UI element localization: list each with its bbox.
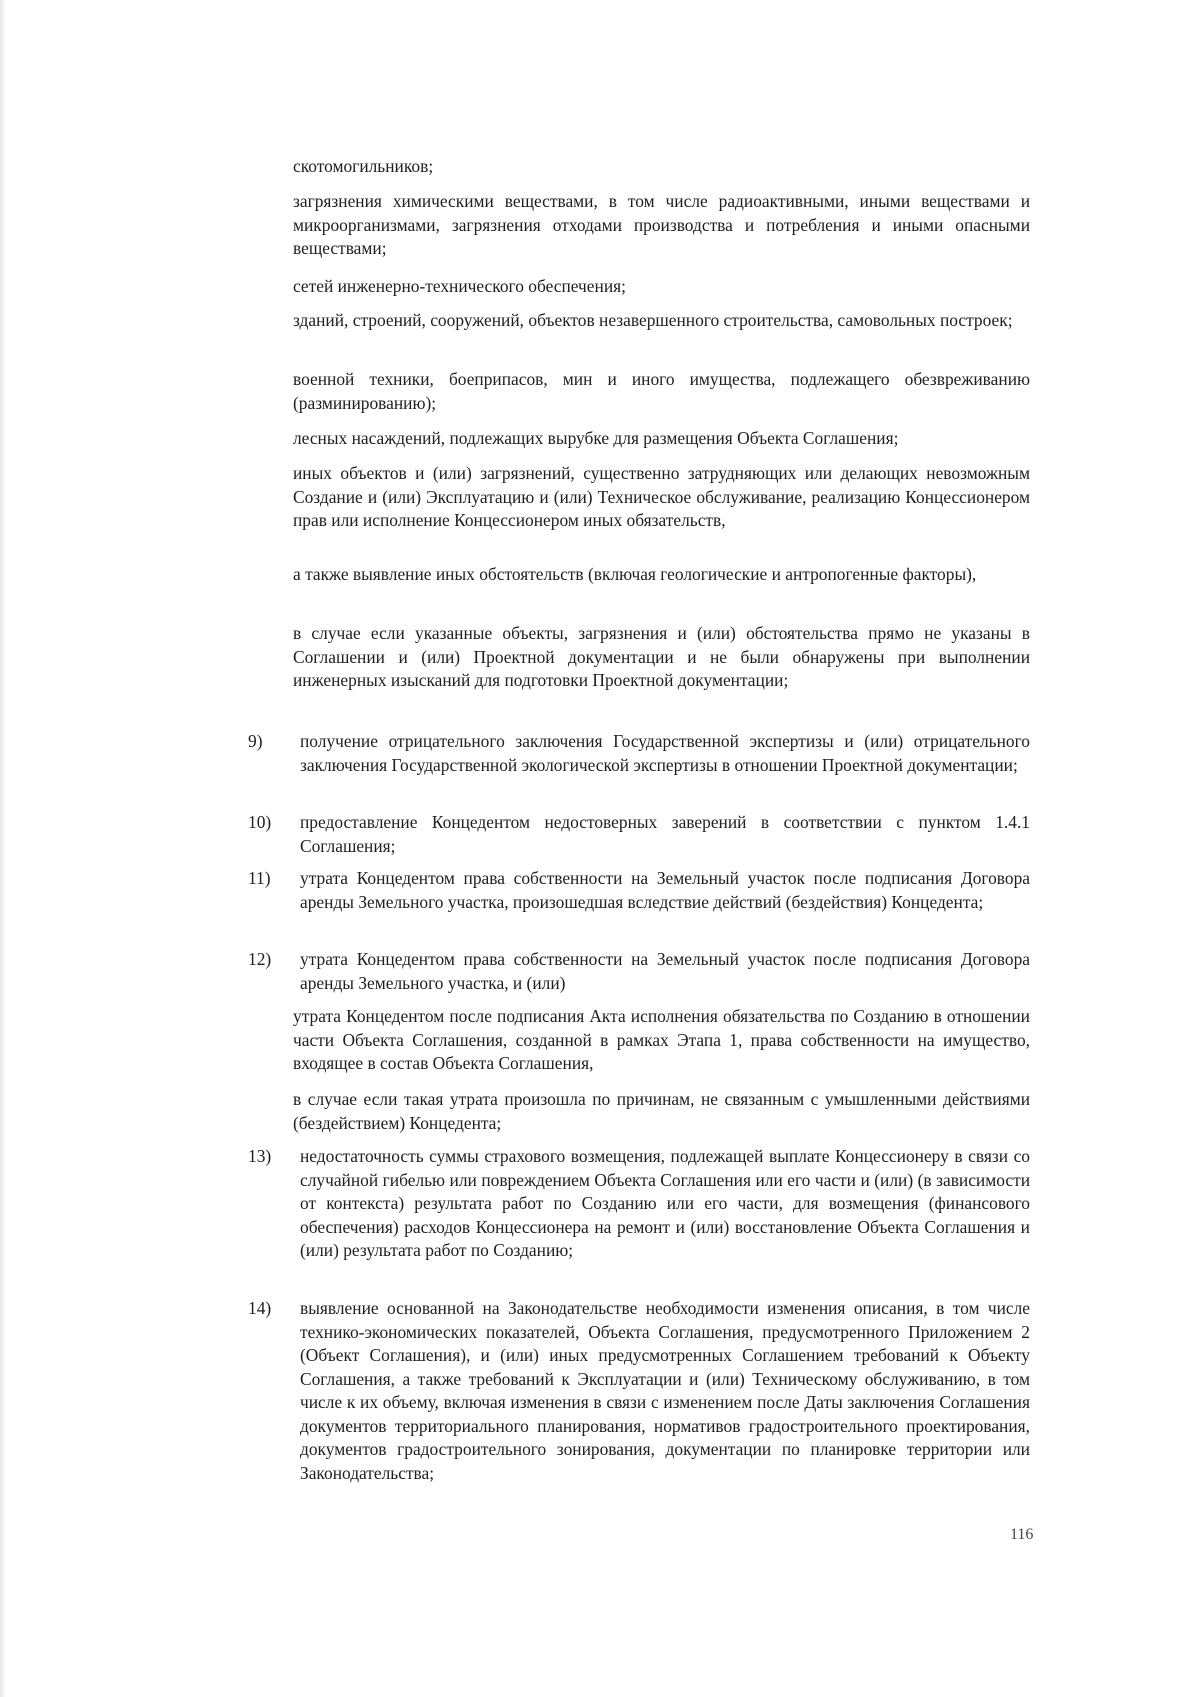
list-item-number: 12): [248, 949, 272, 969]
list-item-9: [248, 730, 1030, 777]
list-item-text: утрата Концедентом права собственности на Земельный участок после подписания Договора аренды Земельного участка, произошедшая вследствие действий (бездействия) Концедента;: [300, 868, 1030, 912]
list-item-text: предоставление Концедентом недостоверных заверений в соответствии с пунктом 1.4.1 Соглашения;: [300, 812, 1030, 856]
list-item-text: недостаточность суммы страхового возмещения, подлежащей выплате Концессионеру в связи со случайной гибелью или повреждением Объекта Соглашения или его части и (или) (в зависимости от контекста) результата работ по Созданию или его части, для возмещения (финансового обеспечения) расходов Концессионера на ремонт и (или) восстановление Объекта Соглашения и (или) результата работ по Созданию;: [300, 1146, 1030, 1260]
list-item-number: 10): [248, 812, 272, 832]
page-number: 116: [1010, 1526, 1034, 1543]
paragraph-item12-stage1-loss: утрата Концедентом после подписания Акта исполнения обязательства по Созданию в отношении части Объекта Соглашения, созданной в рамках Этапа 1, права собственности на имущество, входящее в состав Объекта Соглашения,: [293, 1006, 1030, 1073]
paragraph-engineering-networks: сетей инженерно-технического обеспечения;: [293, 276, 626, 296]
list-item-14: [248, 1297, 1030, 1485]
paragraph-item12-condition: в случае если такая утрата произошла по причинам, не связанным с умышленными действиями (бездействием) Концедента;: [293, 1089, 1030, 1133]
paragraph-cattle-burial: скотомогильников;: [293, 156, 434, 176]
list-item-text: получение отрицательного заключения Государственной экспертизы и (или) отрицательного заключения Государственной экологической экспертизы в отношении Проектной документации;: [300, 731, 1030, 775]
list-item-text: выявление основанной на Законодательстве необходимости изменения описания, в том числе технико-экономических показателей, Объекта Соглашения, предусмотренного Приложением 2 (Объект Соглашения), и (или) иных предусмотренных Соглашением требований к Объекту Соглашения, а также требований к Эксплуатации и (или) Техническому обслуживанию, в том числе к их объему, включая изменения в связи с изменением после Даты заключения Соглашения документов территориального планирования, нормативов градостроительного проектирования, документов градостроительного зонирования, документации по планировке территории или Законодательства;: [300, 1298, 1030, 1483]
list-item-10: [248, 811, 1030, 858]
list-item-number: 9): [248, 731, 263, 751]
paragraph-other-circumstances: а также выявление иных обстоятельств (включая геологические и антропогенные факторы),: [293, 564, 977, 584]
scan-edge-shadow: [0, 0, 6, 1697]
list-item-11: [248, 867, 1030, 914]
list-item-13: [248, 1145, 1030, 1263]
list-item-number: 14): [248, 1298, 272, 1318]
list-item-12: [248, 948, 1030, 995]
paragraph-if-not-specified: в случае если указанные объекты, загрязнения и (или) обстоятельства прямо не указаны в Соглашении и (или) Проектной документации и не были обнаружены при выполнении инженерных изысканий для подготовки Проектной документации;: [293, 623, 1030, 690]
paragraph-other-objects: иных объектов и (или) загрязнений, существенно затрудняющих или делающих невозможным Создание и (или) Эксплуатацию и (или) Техническое обслуживание, реализацию Концессионером прав или исполнение Концессионером иных обязательств,: [293, 463, 1030, 530]
paragraph-forest-plantations: лесных насаждений, подлежащих вырубке для размещения Объекта Соглашения;: [293, 428, 899, 448]
list-item-number: 11): [248, 868, 271, 888]
paragraph-buildings: зданий, строений, сооружений, объектов незавершенного строительства, самовольных построек;: [293, 310, 1013, 330]
paragraph-chemical-pollution: загрязнения химическими веществами, в том числе радиоактивными, иными веществами и микроорганизмами, загрязнения отходами производства и потребления и иными опасными веществами;: [293, 191, 1030, 258]
list-item-number: 13): [248, 1146, 272, 1166]
list-item-text: утрата Концедентом права собственности на Земельный участок после подписания Договора аренды Земельного участка, и (или): [300, 949, 1030, 993]
paragraph-military-equipment: военной техники, боеприпасов, мин и иного имущества, подлежащего обезвреживанию (разминированию);: [293, 369, 1030, 413]
